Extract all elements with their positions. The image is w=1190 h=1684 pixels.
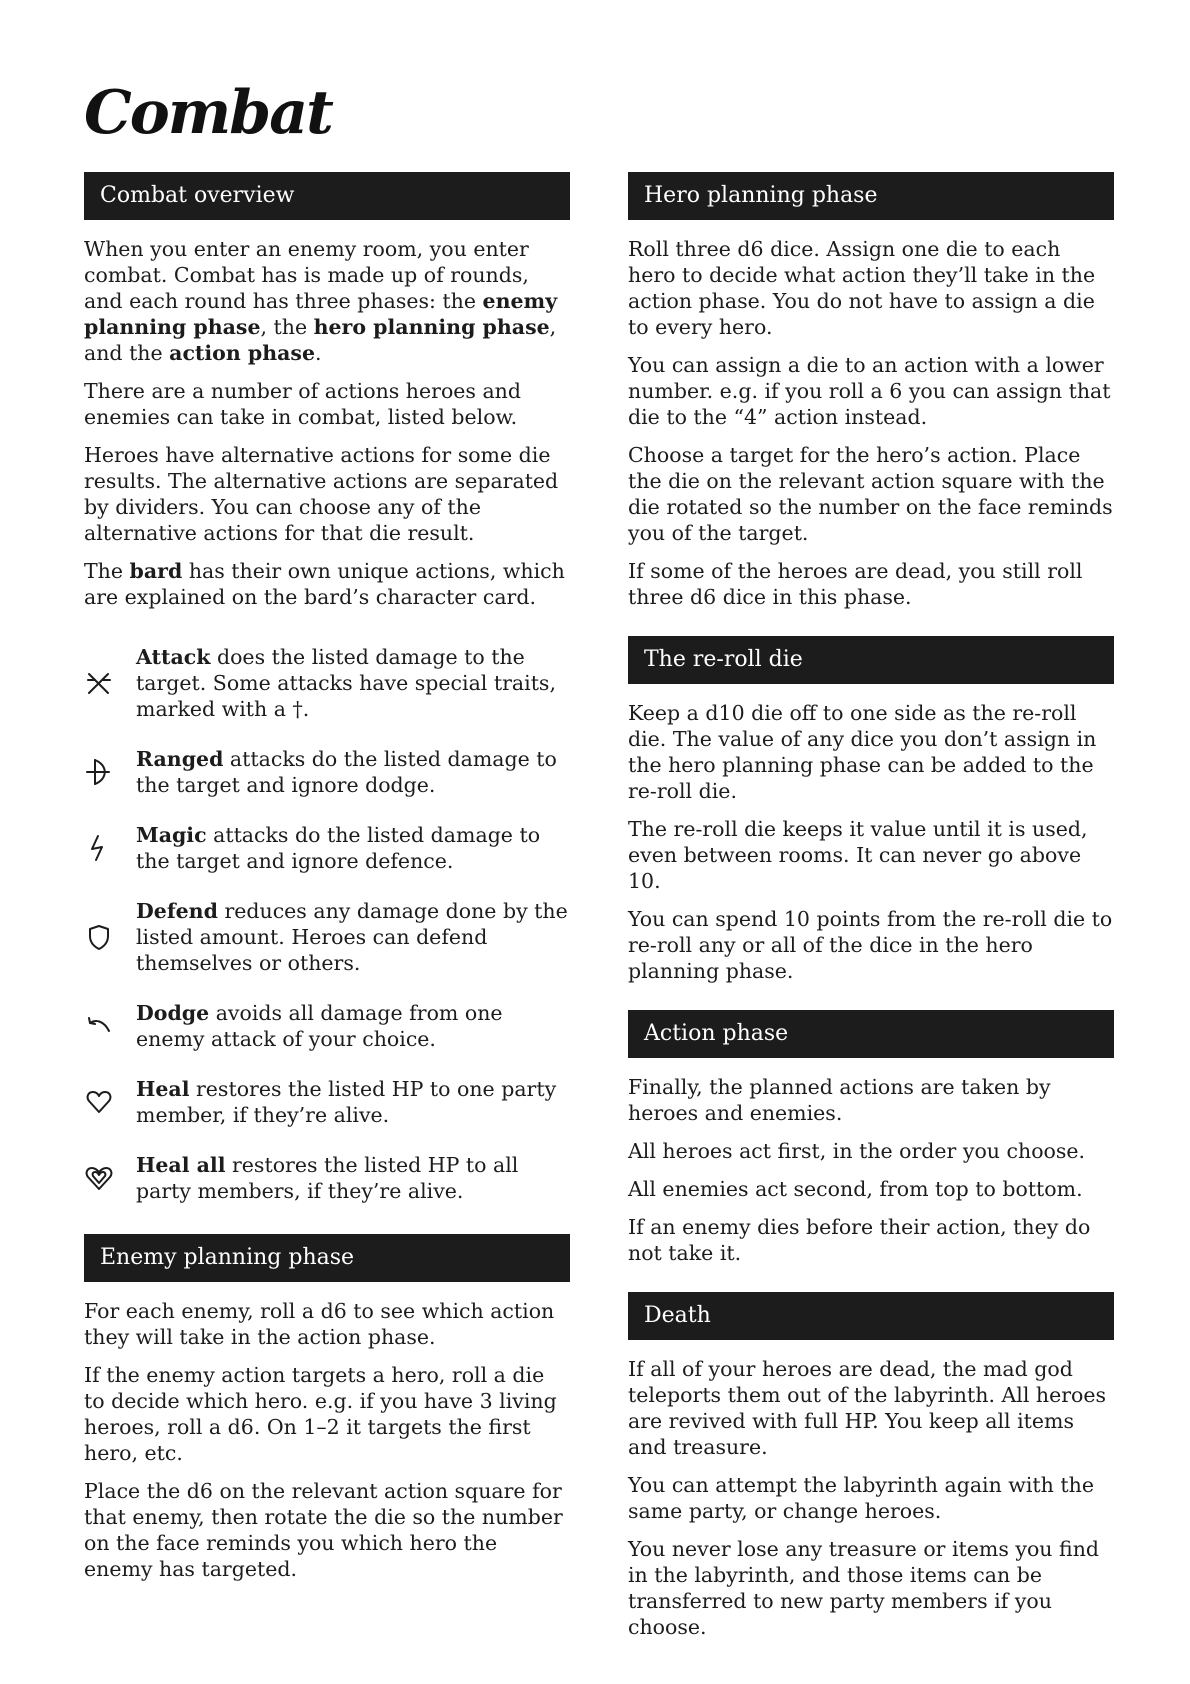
enemy-planning-paragraph: If the enemy action targets a hero, roll a die to decide which hero. e.g. if you have 3 living heroes, roll a d6. On 1–2 it targets the first hero, etc. [84,1363,557,1465]
section-heading-death: Death [628,1292,1114,1340]
enemy-planning-paragraph: Place the d6 on the relevant action square for that enemy, then rotate the die so the number on the face reminds you which hero the enemy has targeted. [84,1479,563,1581]
action-defend: Defend reduces any damage done by the listed amount. Heroes can defend themselves or others. [84,898,570,976]
action-attack: Attack does the listed damage to the target. Some attacks have special traits, marked with a †. [84,644,570,722]
dodge-arrow-icon [84,1011,136,1041]
hero-planning-paragraph: If some of the heroes are dead, you still roll three d6 dice in this phase. [628,559,1083,609]
overview-paragraph: Heroes have alternative actions for some die results. The alternative actions are separated by dividers. You can choose any of the alternative actions for that die result. [84,443,559,545]
action-phase-paragraph: All enemies act second, from top to bottom. [628,1177,1083,1201]
overview-paragraph: The bard has their own unique actions, which are explained on the bard’s character card. [84,559,565,609]
enemy-planning-paragraph: For each enemy, roll a d6 to see which action they will take in the action phase. [84,1299,555,1349]
left-column [84,172,570,1594]
double-heart-icon [84,1163,136,1193]
reroll-paragraph: The re-roll die keeps it value until it is used, even between rooms. It can never go above 10. [628,817,1088,893]
overview-paragraph: When you enter an enemy room, you enter combat. Combat has is made up of rounds, and each round has three phases: the enemy planning phase, the hero planning phase, and the action phase. [84,237,558,365]
hero-planning-paragraph: Choose a target for the hero’s action. Place the die on the relevant action square with the die rotated so the number on the face reminds you of the target. [628,443,1113,545]
right-column [628,172,1114,1652]
death-paragraph: You can attempt the labyrinth again with the same party, or change heroes. [628,1473,1094,1523]
action-dodge: Dodge avoids all damage from one enemy attack of your choice. [84,1000,570,1052]
section-heading-reroll-die: The re-roll die [628,636,1114,684]
action-ranged: Ranged attacks do the listed damage to the target and ignore dodge. [84,746,570,798]
hero-planning-paragraph: Roll three d6 dice. Assign one die to each hero to decide what action they’ll take in the action phase. You do not have to assign a die to every hero. [628,237,1096,339]
heart-icon [84,1087,136,1117]
death-paragraph: If all of your heroes are dead, the mad god teleports them out of the labyrinth. All heroes are revived with full HP. You keep all items and treasure. [628,1357,1107,1459]
page-title: Combat [84,78,332,148]
section-heading-action-phase: Action phase [628,1010,1114,1058]
bow-icon [84,757,136,787]
action-magic: Magic attacks do the listed damage to the target and ignore defence. [84,822,570,874]
reroll-paragraph: Keep a d10 die off to one side as the re-roll die. The value of any dice you don’t assign in the hero planning phase can be added to the re-roll die. [628,701,1097,803]
action-heal-all: Heal all restores the listed HP to all party members, if they’re alive. [84,1152,570,1204]
section-heading-enemy-planning: Enemy planning phase [84,1234,570,1282]
shield-icon [84,922,136,952]
action-phase-paragraph: Finally, the planned actions are taken by heroes and enemies. [628,1075,1051,1125]
overview-paragraph: There are a number of actions heroes and enemies can take in combat, listed below. [84,379,521,429]
section-heading-hero-planning: Hero planning phase [628,172,1114,220]
reroll-paragraph: You can spend 10 points from the re-roll die to re-roll any or all of the dice in the hero planning phase. [628,907,1113,983]
death-paragraph: You never lose any treasure or items you find in the labyrinth, and those items can be transferred to new party members if you choose. [628,1537,1100,1639]
action-phase-paragraph: All heroes act first, in the order you choose. [628,1139,1086,1163]
lightning-icon [84,833,136,863]
hero-planning-paragraph: You can assign a die to an action with a lower number. e.g. if you roll a 6 you can assign that die to the “4” action instead. [628,353,1111,429]
section-heading-combat-overview: Combat overview [84,172,570,220]
action-heal: Heal restores the listed HP to one party member, if they’re alive. [84,1076,570,1128]
action-phase-paragraph: If an enemy dies before their action, they do not take it. [628,1215,1091,1265]
crossed-swords-icon [84,668,136,698]
